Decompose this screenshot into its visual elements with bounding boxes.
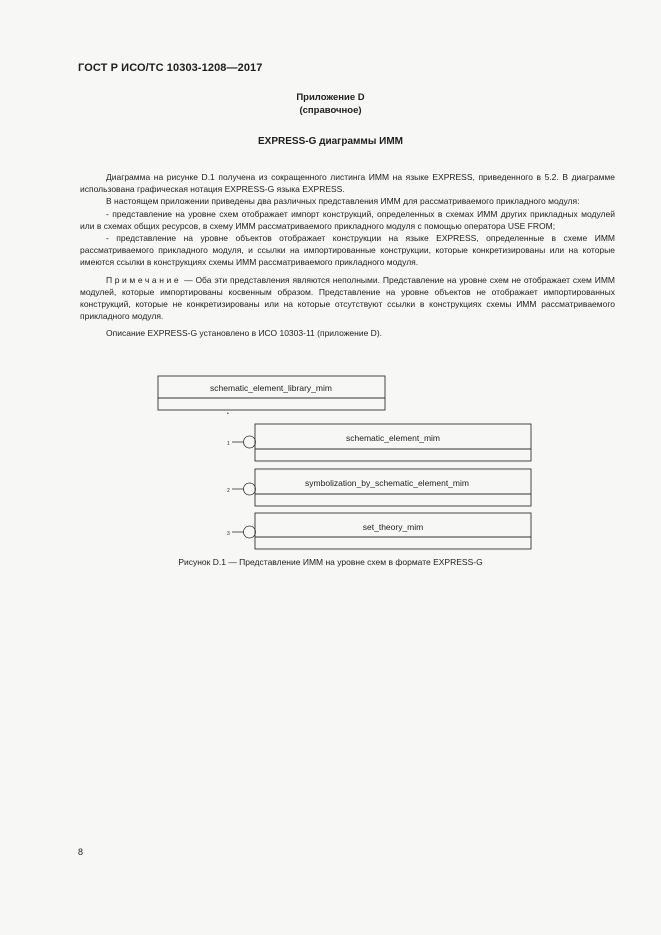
section-title: EXPRESS-G диаграммы ИММ [258,136,403,147]
imported-schema-box [227,469,531,506]
page-number: 8 [78,847,84,857]
paragraph-schema-level: - представление на уровне схем отображает импорт конструкций, определенных в схемах ИММ других прикладных модулей или в схемах общих ресурсов, в схему ИММ рассматриваемого прикладного модуля с помощью оператора USE FROM; [80,208,615,231]
paragraph-two-views: В настоящем приложении приведены два различных представления ИММ для рассматриваемого прикладного модуля: [106,196,580,207]
relationship-marker-2: 2 [227,488,230,494]
note-label: Примечание [106,274,182,285]
svg-text:•: • [227,411,229,417]
note-text: — Оба эти представления являются неполными. Представление на уровне схем не отображает схем ИММ модулей, которые импортированы косвенным образом. Представление на уровне объектов не отображает импортированных конструкций, которые не конкретизированы или на которые отсутствуют ссылки в конструкциях схемы ИММ рассматриваемого прикладного модуля. [80,274,615,322]
figure-caption: Рисунок D.1 — Представление ИММ на уровне схем в формате EXPRESS-G [178,557,483,567]
paragraph-object-level: - представление на уровне объектов отображает конструкции на языке EXPRESS, определенные в схеме ИММ рассматриваемого прикладного модуля, и ссылки на импортированные конструкции, которые конкретизированы или на которые имеются ссылки в конструкциях схемы ИММ рассматриваемого прикладного модуля. [80,233,615,268]
imported-schema-box [227,424,531,461]
relationship-marker-3: 3 [227,531,230,537]
paragraph-figure-source: Диаграмма на рисунке D.1 получена из сокращенного листинга ИММ на языке EXPRESS, приведенного в 5.2. В диаграмме использована графическая нотация EXPRESS-G языка EXPRESS. [80,172,615,195]
imported-schema-name: symbolization_by_schematic_element_mim [305,478,469,488]
relationship-marker-1: 1 [227,441,230,447]
standard-header: ГОСТ Р ИСО/ТС 10303-1208—2017 [78,62,263,74]
imported-schema-box [227,513,531,549]
imported-schema-name: set_theory_mim [362,522,424,532]
annex-title: Приложение D [296,92,365,103]
imported-schema-name: schematic_element_mim [345,433,441,443]
paragraph-express-g-ref: Описание EXPRESS-G установлено в ИСО 10303-11 (приложение D). [106,328,383,339]
main-schema-box [158,376,385,417]
annex-subtitle: (справочное) [299,105,362,116]
main-schema-name: schematic_element_library_mim [210,383,332,393]
